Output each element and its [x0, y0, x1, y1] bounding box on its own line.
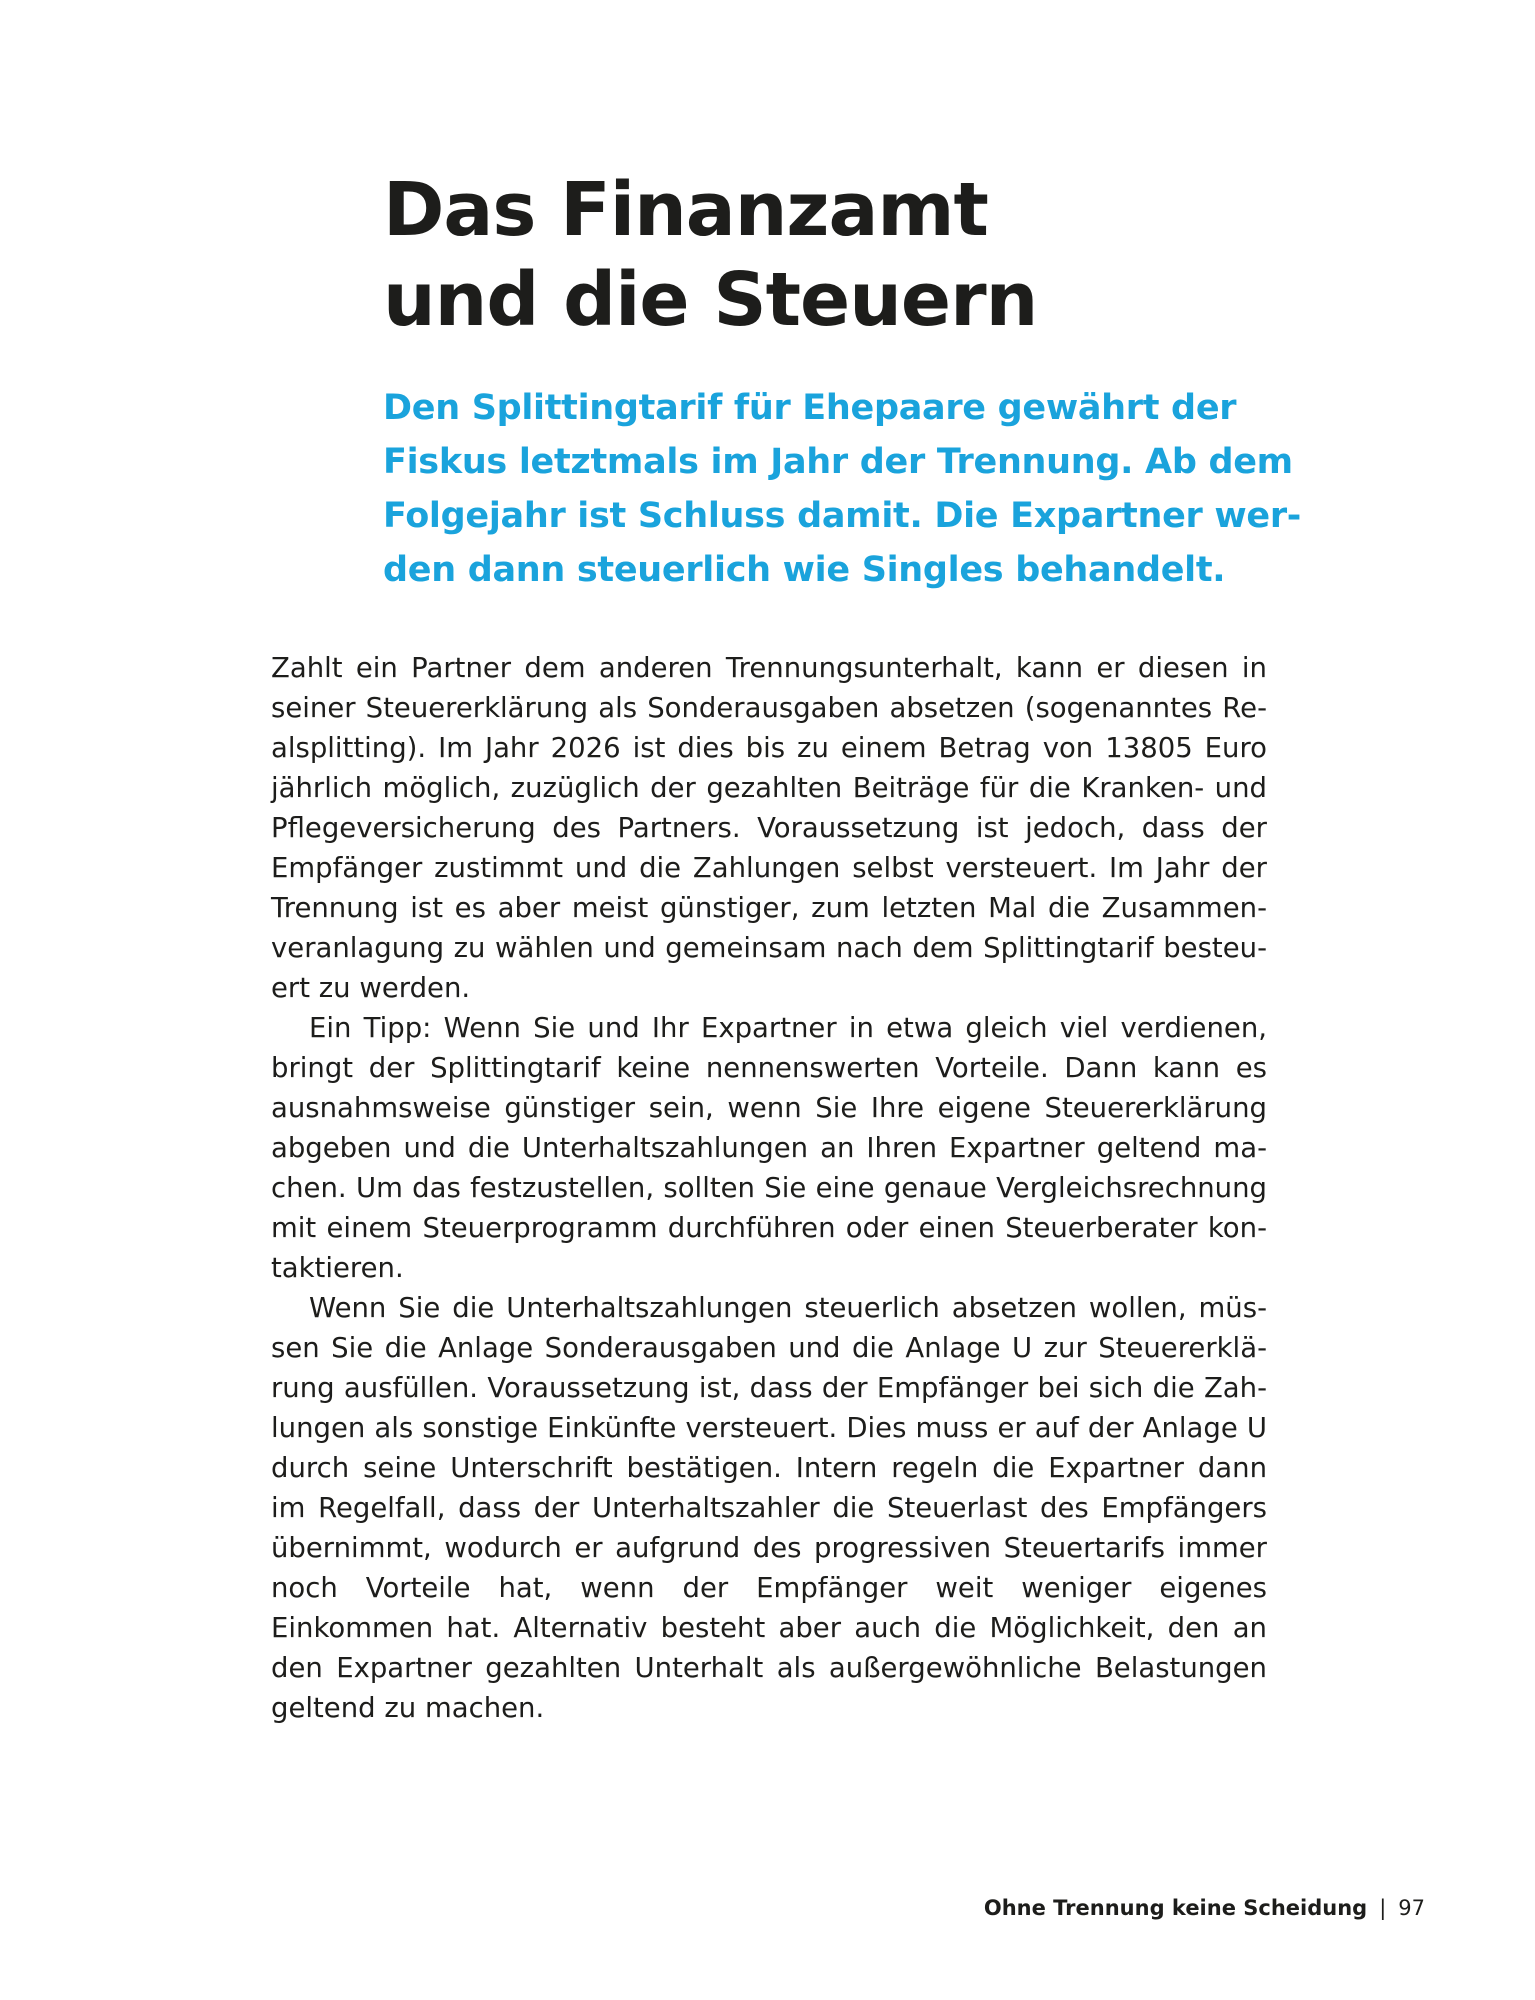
page-number: 97	[1398, 1896, 1425, 1920]
lead-line: Den Splittingtarif für Ehepaare gewährt der	[383, 388, 1237, 428]
body-paragraph-1: Zahlt ein Partner dem anderen Trennungsunterhalt, kann er diesen in seiner Steuererklärung als Sonderausgaben absetzen (sogenanntes Realsplitting). Im Jahr 2026 ist dies bis zu einem Betrag von 13805 Euro jährlich möglich, zuzüglich der gezahlten Beiträge für die Kranken- und Pflegeversicherung des Partners. Voraussetzung ist jedoch, dass der Empfänger zustimmt und die Zahlungen selbst versteuert. Im Jahr der Trennung ist es aber meist günstiger, zum letzten Mal die Zusammenveranlagung zu wählen und gemeinsam nach dem Splittingtarif besteuert zu werden.	[271, 652, 1267, 1004]
lead-paragraph	[383, 381, 1302, 597]
lead-line: Folgejahr ist Schluss damit. Die Expartner wer-	[383, 496, 1302, 536]
chapter-title-line-2: und die Steuern	[383, 257, 1038, 343]
lead-line: den dann steuerlich wie Singles behandelt.	[383, 550, 1226, 590]
body-paragraph-3: Wenn Sie die Unterhaltszahlungen steuerlich absetzen wollen, müssen Sie die Anlage Sonderausgaben und die Anlage U zur Steuererklärung ausfüllen. Voraussetzung ist, dass der Empfänger bei sich die Zahlungen als sonstige Einkünfte versteuert. Dies muss er auf der Anlage U durch seine Unterschrift bestätigen. Intern regeln die Expartner dann im Regelfall, dass der Unterhaltszahler die Steuerlast des Empfängers übernimmt, wodurch er aufgrund des progressiven Steuertarifs immer noch Vorteile hat, wenn der Empfänger weit weniger eigenes Einkommen hat. Alternativ besteht aber auch die Möglichkeit, den an den Expartner gezahlten Unterhalt als außergewöhnliche Belastungen geltend zu machen.	[271, 1292, 1267, 1724]
running-footer	[984, 1893, 1425, 1923]
body-text	[271, 648, 1267, 1728]
footer-section-title: Ohne Trennung keine Scheidung	[983, 1896, 1368, 1920]
lead-line: Fiskus letztmals im Jahr der Trennung. Ab dem	[383, 442, 1293, 482]
chapter-title-line-1: Das Finanzamt	[383, 167, 988, 253]
body-paragraph-2: Ein Tipp: Wenn Sie und Ihr Expartner in etwa gleich viel verdienen, bringt der Splittingtarif keine nennenswerten Vorteile. Dann kann es ausnahmsweise günstiger sein, wenn Sie Ihre eigene Steuererklärung abgeben und die Unterhaltszahlungen an Ihren Expartner geltend machen. Um das festzustellen, sollten Sie eine genaue Vergleichsrechnung mit einem Steuerprogramm durchführen oder einen Steuerberater kontaktieren.	[271, 1012, 1267, 1284]
chapter-title	[383, 165, 1283, 345]
footer-separator: |	[1379, 1896, 1387, 1920]
